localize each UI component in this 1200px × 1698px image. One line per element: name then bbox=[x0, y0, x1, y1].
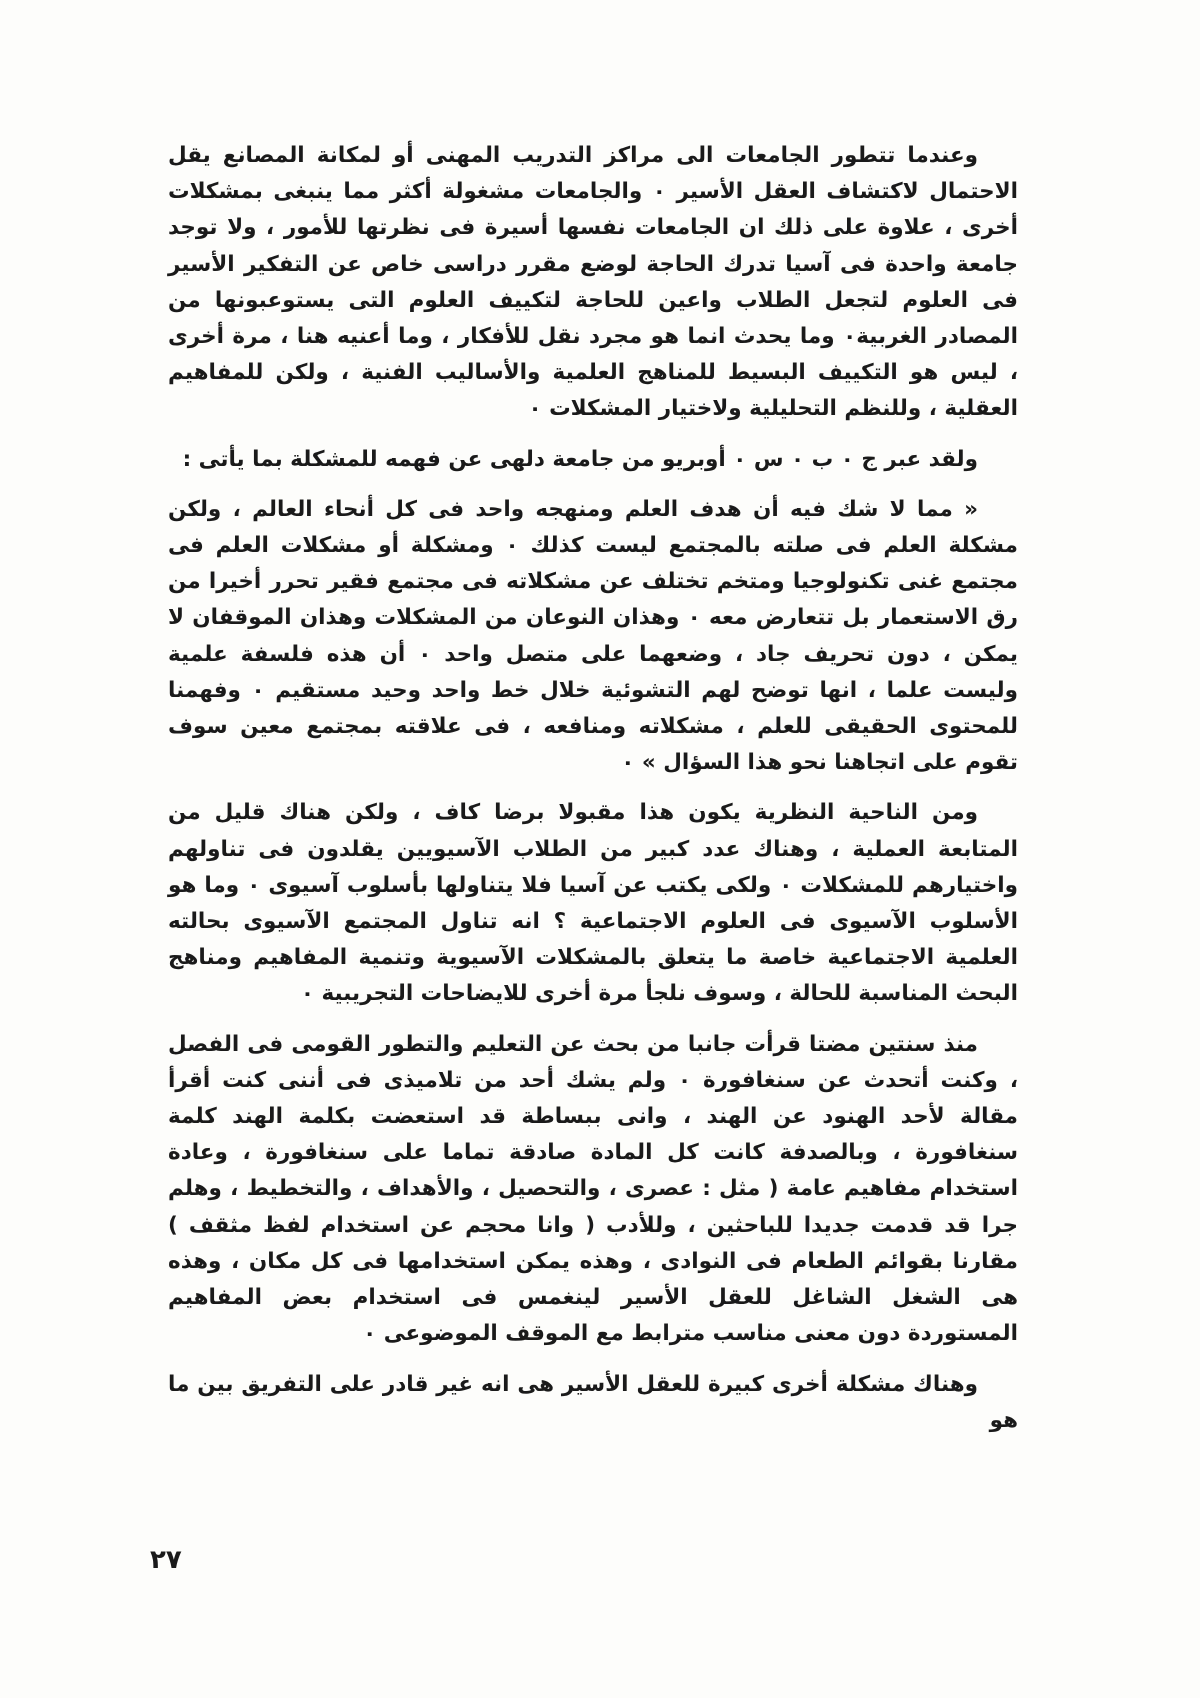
paragraph-1: وعندما تتطور الجامعات الى مراكز التدريب المهنى أو لمكانة المصانع يقل الاحتمال لاكتشاف العقل الأسير ٠ والجامعات مشغولة أكثر مما ينبغى بمشكلات أخرى ، علاوة على ذلك ان الجامعات نفسها أسيرة فى نظرتها للأمور ، ولا توجد جامعة واحدة فى آسيا تدرك الحاجة لوضع مقرر دراسى خاص عن التفكير الأسير فى العلوم لتجعل الطلاب واعين للحاجة لتكييف العلوم التى يستوعبونها من المصادر الغربية٠ وما يحدث انما هو مجرد نقل للأفكار ، وما أعنيه هنا ، مرة أخرى ، ليس هو التكييف البسيط للمناهج العلمية والأساليب الفنية ، ولكن للمفاهيم العقلية ، وللنظم التحليلية ولاختيار المشكلات ٠ bbox=[168, 143, 1018, 422]
page-number: ٢٧ bbox=[150, 1545, 182, 1575]
paragraph-2: ولقد عبر ج ٠ ب ٠ س ٠ أوبريو من جامعة دلهى عن فهمه للمشكلة بما يأتى : bbox=[182, 446, 978, 472]
quote-paragraph: « مما لا شك فيه أن هدف العلم ومنهجه واحد فى كل أنحاء العالم ، ولكن مشكلة العلم فى صلته بالمجتمع ليست كذلك ٠ ومشكلة أو مشكلات العلم فى مجتمع غنى تكنولوجيا ومتخم تختلف عن مشكلاته فى مجتمع فقير تحرر أخيرا من رق الاستعمار بل تتعارض معه ٠ وهذان النوعان من المشكلات وهذان الموقفان لا يمكن ، دون تحريف جاد ، وضعهما على متصل واحد ٠ أن هذه فلسفة علمية وليست علما ، انها توضح لهم التشوئية خلال خط واحد وحيد مستقيم ٠ وفهمنا للمحتوى الحقيقى للعلم ، مشكلاته ومنافعه ، فى علاقته بمجتمع معين سوف تقوم على اتجاهنا نحو هذا السؤال » ٠ bbox=[168, 496, 1018, 776]
paragraph-4: ومن الناحية النظرية يكون هذا مقبولا برضا كاف ، ولكن هناك قليل من المتابعة العملية ، وهناك عدد كبير من الطلاب الآسيويين يقلدون فى تناولهم واختيارهم للمشكلات ٠ ولكى يكتب عن آسيا فلا يتناولها بأسلوب آسيوى ٠ وما هو الأسلوب الآسيوى فى العلوم الاجتماعية ؟ انه تناول المجتمع الآسيوى بحالته العلمية الاجتماعية خاصة ما يتعلق بالمشكلات الآسيوية وتنمية المفاهيم ومناهج البحث المناسبة للحالة ، وسوف نلجأ مرة أخرى للايضاحات التجريبية ٠ bbox=[168, 800, 1018, 1007]
paragraph-5: منذ سنتين مضتا قرأت جانبا من بحث عن التعليم والتطور القومى فى الفصل ، وكنت أتحدث عن سنغافورة ٠ ولم يشك أحد من تلاميذى فى أننى كنت أقرأ مقالة لأحد الهنود عن الهند ، وانى ببساطة قد استعضت بكلمة الهند كلمة سنغافورة ، وبالصدفة كانت كل المادة صادقة تماما على سنغافورة ، وعادة استخدام مفاهيم عامة ( مثل : عصرى ، والتحصيل ، والأهداف ، والتخطيط ، وهلم جرا قد قدمت جديدا للباحثين ، وللأدب ( وانا محجم عن استخدام لفظ مثقف ) مقارنا بقوائم الطعام فى النوادى ، وهذه يمكن استخدامها فى كل مكان ، وهذه هى الشغل الشاغل للعقل الأسير لينغمس فى استخدام بعض المفاهيم المستوردة دون معنى مناسب مترابط مع الموقف الموضوعى ٠ bbox=[168, 1031, 1018, 1347]
body-text bbox=[168, 138, 1018, 1439]
paragraph-6: وهناك مشكلة أخرى كبيرة للعقل الأسير هى انه غير قادر على التفريق بين ما هو bbox=[168, 1371, 1018, 1433]
